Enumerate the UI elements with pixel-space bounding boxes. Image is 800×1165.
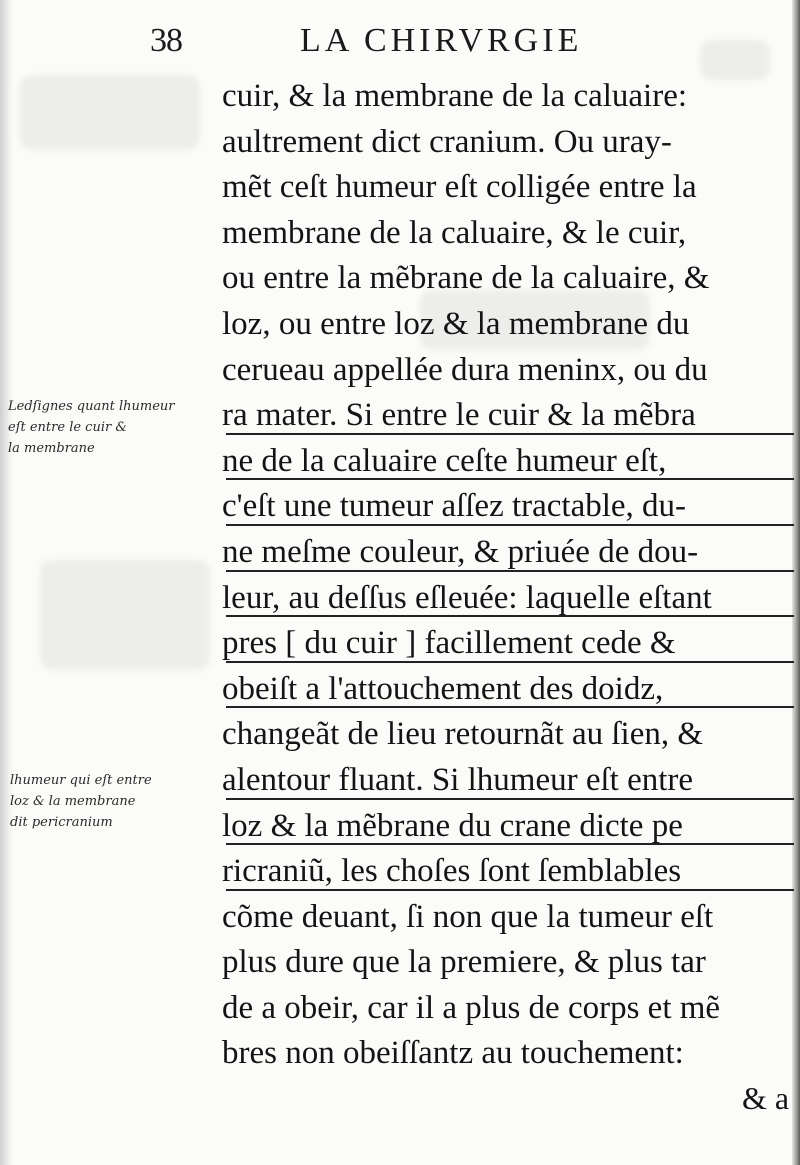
annotation-line: eſt entre le cuir &	[8, 420, 127, 435]
text-line: cerueau appellée dura meninx, ou du	[222, 351, 708, 388]
catchword: & a	[742, 1080, 790, 1116]
text-line: cõme deuant, ſi non que la tumeur eſt	[222, 898, 714, 935]
text-line: loz & la mẽbrane du crane dicte pe	[222, 804, 794, 850]
text-line: plus dure que la premiere, & plus tar	[222, 944, 706, 981]
show-through-smudge	[20, 75, 200, 150]
text-line: cuir, & la membrane de la caluaire:	[222, 78, 688, 114]
annotation-line: loz & la membrane	[10, 794, 136, 809]
text-line: de a obeir, car il a plus de corps et mẽ	[222, 989, 721, 1026]
text-line: obeiſt a l'attouchement des doidz,	[222, 667, 794, 713]
text-line: membrane de la caluaire, & le cuir,	[222, 214, 687, 251]
page-header	[0, 22, 800, 72]
body-text	[222, 74, 794, 1077]
annotation-line: Ledſignes quant lhumeur	[8, 399, 175, 414]
text-line: mẽt ceſt humeur eſt colligée entre la	[222, 169, 697, 206]
marginal-annotation	[10, 770, 220, 833]
text-line: leur, au deſſus eſleuée: laquelle eſtant	[222, 576, 794, 622]
text-line: alentour fluant. Si lhumeur eſt entre	[222, 758, 794, 804]
text-line: c'eſt une tumeur aſſez tractable, du-	[222, 484, 794, 530]
text-line: ou entre la mẽbrane de la caluaire, &	[222, 260, 710, 297]
annotation-line: dit pericranium	[10, 815, 113, 830]
text-line: ne meſme couleur, & priuée de dou-	[222, 530, 794, 576]
text-line: bres non obeiſſantz au touchement:	[222, 1035, 684, 1072]
text-line: changeãt de lieu retournãt au ſien, &	[222, 716, 704, 753]
text-line: aultrement dict cranium. Ou uray-	[222, 123, 672, 160]
annotation-line: lhumeur qui eſt entre	[10, 773, 152, 788]
page-binding-edge	[0, 0, 14, 1165]
marginal-annotation	[8, 396, 218, 459]
text-line: ra mater. Si entre le cuir & la mẽbra	[222, 393, 794, 439]
text-line: ne de la caluaire ceſte humeur eſt,	[222, 439, 794, 485]
text-line: ricraniũ, les choſes ſont ſemblables	[222, 849, 794, 895]
running-title: LA CHIRVRGIE	[300, 22, 583, 59]
page-number: 38	[150, 22, 182, 59]
show-through-smudge	[40, 560, 210, 670]
annotation-line: la membrane	[8, 441, 95, 456]
text-line: loz, ou entre loz & la membrane du	[222, 305, 690, 342]
text-line: pres [ du cuir ] facillement cede &	[222, 621, 794, 667]
